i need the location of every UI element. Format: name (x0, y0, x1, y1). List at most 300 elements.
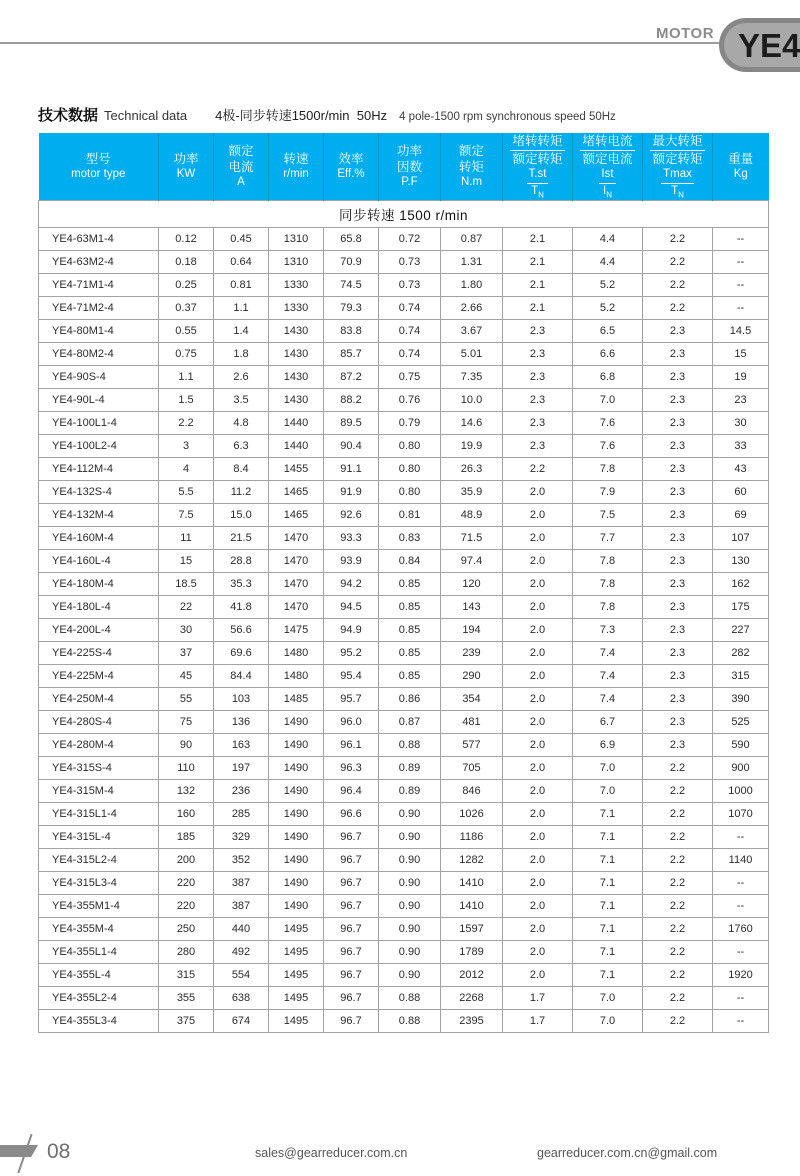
value-cell: 5.5 (159, 481, 214, 504)
technical-data-table (38, 133, 769, 1033)
value-cell: 87.2 (324, 366, 379, 389)
value-cell: 75 (159, 711, 214, 734)
value-cell: 1430 (269, 320, 324, 343)
value-cell: -- (713, 941, 769, 964)
value-cell: 88.2 (324, 389, 379, 412)
value-cell: 329 (214, 826, 269, 849)
value-cell: 1485 (269, 688, 324, 711)
value-cell: 0.90 (379, 941, 441, 964)
value-cell: 96.0 (324, 711, 379, 734)
value-cell: 7.0 (573, 987, 643, 1010)
value-cell: 95.4 (324, 665, 379, 688)
value-cell: 2.3 (643, 527, 713, 550)
value-cell: 0.81 (214, 274, 269, 297)
ye4-badge-label: YE4 (738, 26, 800, 64)
value-cell: 23 (713, 389, 769, 412)
table-row (39, 734, 769, 757)
table-header-row (39, 133, 769, 201)
value-cell: 96.4 (324, 780, 379, 803)
value-cell: 0.73 (379, 274, 441, 297)
value-cell: 1495 (269, 987, 324, 1010)
table-row (39, 688, 769, 711)
value-cell: 705 (441, 757, 503, 780)
value-cell: -- (713, 895, 769, 918)
value-cell: 2.0 (503, 895, 573, 918)
col-header-model: 型号 motor type (39, 133, 159, 201)
value-cell: 1490 (269, 803, 324, 826)
value-cell: 90.4 (324, 435, 379, 458)
value-cell: 0.72 (379, 228, 441, 251)
value-cell: 15.0 (214, 504, 269, 527)
value-cell: 15 (159, 550, 214, 573)
col-header-power-factor: 功率 因数 P.F (379, 133, 441, 201)
motor-type-cell: YE4-315M-4 (39, 780, 159, 803)
value-cell: 2.1 (503, 251, 573, 274)
value-cell: 2.0 (503, 826, 573, 849)
value-cell: -- (713, 826, 769, 849)
value-cell: 7.9 (573, 481, 643, 504)
value-cell: 69 (713, 504, 769, 527)
value-cell: 236 (214, 780, 269, 803)
value-cell: 2.1 (503, 297, 573, 320)
value-cell: 0.90 (379, 849, 441, 872)
motor-type-cell: YE4-280M-4 (39, 734, 159, 757)
value-cell: 1470 (269, 573, 324, 596)
value-cell: 7.4 (573, 642, 643, 665)
value-cell: 2.2 (159, 412, 214, 435)
value-cell: 227 (713, 619, 769, 642)
value-cell: 19.9 (441, 435, 503, 458)
value-cell: 1495 (269, 1010, 324, 1033)
page-number: 08 (47, 1140, 71, 1163)
value-cell: 143 (441, 596, 503, 619)
value-cell: 85.7 (324, 343, 379, 366)
value-cell: 7.1 (573, 872, 643, 895)
motor-type-cell: YE4-80M2-4 (39, 343, 159, 366)
motor-section-label: MOTOR (656, 25, 715, 42)
motor-type-cell: YE4-160L-4 (39, 550, 159, 573)
value-cell: 2.2 (643, 228, 713, 251)
value-cell: 2.2 (643, 849, 713, 872)
value-cell: 60 (713, 481, 769, 504)
value-cell: 1470 (269, 550, 324, 573)
table-row (39, 1010, 769, 1033)
value-cell: 375 (159, 1010, 214, 1033)
value-cell: 2.2 (643, 895, 713, 918)
motor-type-cell: YE4-90L-4 (39, 389, 159, 412)
value-cell: 92.6 (324, 504, 379, 527)
value-cell: 1490 (269, 757, 324, 780)
motor-type-cell: YE4-355L2-4 (39, 987, 159, 1010)
value-cell: 1495 (269, 918, 324, 941)
value-cell: 2.3 (643, 688, 713, 711)
value-cell: 1470 (269, 527, 324, 550)
table-row (39, 435, 769, 458)
value-cell: 2.0 (503, 688, 573, 711)
value-cell: 91.1 (324, 458, 379, 481)
value-cell: 1430 (269, 343, 324, 366)
table-row (39, 642, 769, 665)
value-cell: 1430 (269, 366, 324, 389)
value-cell: 1597 (441, 918, 503, 941)
value-cell: 96.7 (324, 872, 379, 895)
value-cell: 2.0 (503, 550, 573, 573)
value-cell: 7.3 (573, 619, 643, 642)
value-cell: 94.9 (324, 619, 379, 642)
motor-type-cell: YE4-355M1-4 (39, 895, 159, 918)
value-cell: 2.6 (214, 366, 269, 389)
motor-type-cell: YE4-100L1-4 (39, 412, 159, 435)
value-cell: 7.1 (573, 895, 643, 918)
value-cell: 3.5 (214, 389, 269, 412)
value-cell: 7.1 (573, 918, 643, 941)
value-cell: 6.9 (573, 734, 643, 757)
value-cell: 2.2 (503, 458, 573, 481)
value-cell: 1490 (269, 826, 324, 849)
title-spec-zh: 4极-同步转速1500r/min 50Hz (215, 108, 388, 123)
value-cell: 2.3 (643, 343, 713, 366)
value-cell: 492 (214, 941, 269, 964)
value-cell: 1.7 (503, 987, 573, 1010)
value-cell: 0.85 (379, 642, 441, 665)
motor-type-cell: YE4-315L3-4 (39, 872, 159, 895)
value-cell: 160 (159, 803, 214, 826)
value-cell: 194 (441, 619, 503, 642)
value-cell: 0.90 (379, 826, 441, 849)
col-header-locked-rotor-current-ratio: 堵转电流 额定电流 Ist $I_N$ (573, 133, 643, 201)
value-cell: 7.35 (441, 366, 503, 389)
value-cell: 93.9 (324, 550, 379, 573)
value-cell: 590 (713, 734, 769, 757)
value-cell: 0.74 (379, 343, 441, 366)
table-row (39, 803, 769, 826)
value-cell: 0.45 (214, 228, 269, 251)
value-cell: 674 (214, 1010, 269, 1033)
header-divider (0, 42, 721, 44)
value-cell: 1490 (269, 895, 324, 918)
value-cell: 8.4 (214, 458, 269, 481)
value-cell: 1186 (441, 826, 503, 849)
value-cell: 0.85 (379, 573, 441, 596)
value-cell: 6.6 (573, 343, 643, 366)
value-cell: 355 (159, 987, 214, 1010)
motor-type-cell: YE4-112M-4 (39, 458, 159, 481)
table-row (39, 550, 769, 573)
value-cell: 2.2 (643, 918, 713, 941)
motor-type-cell: YE4-355L3-4 (39, 1010, 159, 1033)
value-cell: 5.2 (573, 297, 643, 320)
table-row (39, 228, 769, 251)
value-cell: 2.2 (643, 803, 713, 826)
value-cell: 1495 (269, 941, 324, 964)
value-cell: 7.5 (573, 504, 643, 527)
value-cell: 7.6 (573, 435, 643, 458)
motor-type-cell: YE4-225S-4 (39, 642, 159, 665)
value-cell: 7.8 (573, 458, 643, 481)
table-row (39, 757, 769, 780)
value-cell: 1330 (269, 274, 324, 297)
value-cell: 1789 (441, 941, 503, 964)
value-cell: 96.7 (324, 826, 379, 849)
col-header-max-torque-ratio: 最大转矩 额定转矩 Tmax $T_N$ (643, 133, 713, 201)
value-cell: 2.0 (503, 711, 573, 734)
value-cell: 2268 (441, 987, 503, 1010)
value-cell: 0.87 (379, 711, 441, 734)
page-corner-mark (0, 1145, 38, 1157)
value-cell: 2.2 (643, 780, 713, 803)
value-cell: 2.2 (643, 757, 713, 780)
value-cell: 96.7 (324, 1010, 379, 1033)
motor-type-cell: YE4-180L-4 (39, 596, 159, 619)
value-cell: 1480 (269, 665, 324, 688)
value-cell: 95.2 (324, 642, 379, 665)
value-cell: 1430 (269, 389, 324, 412)
value-cell: 0.88 (379, 1010, 441, 1033)
value-cell: 96.7 (324, 895, 379, 918)
value-cell: 0.75 (159, 343, 214, 366)
value-cell: 1490 (269, 780, 324, 803)
value-cell: 15 (713, 343, 769, 366)
value-cell: 2.1 (503, 228, 573, 251)
value-cell: 0.83 (379, 527, 441, 550)
value-cell: 2.0 (503, 872, 573, 895)
value-cell: 2.0 (503, 481, 573, 504)
value-cell: 89.5 (324, 412, 379, 435)
value-cell: 2.0 (503, 849, 573, 872)
title-spec-en: 4 pole-1500 rpm synchronous speed 50Hz (399, 111, 616, 123)
value-cell: 30 (159, 619, 214, 642)
value-cell: 1490 (269, 849, 324, 872)
value-cell: 0.12 (159, 228, 214, 251)
value-cell: 7.4 (573, 665, 643, 688)
value-cell: 2.0 (503, 918, 573, 941)
value-cell: 2.0 (503, 504, 573, 527)
value-cell: 33 (713, 435, 769, 458)
motor-type-cell: YE4-200L-4 (39, 619, 159, 642)
value-cell: 2.3 (643, 504, 713, 527)
value-cell: 2.3 (643, 596, 713, 619)
value-cell: 0.88 (379, 734, 441, 757)
value-cell: -- (713, 228, 769, 251)
value-cell: 7.1 (573, 941, 643, 964)
value-cell: 110 (159, 757, 214, 780)
motor-type-cell: YE4-225M-4 (39, 665, 159, 688)
value-cell: 0.87 (441, 228, 503, 251)
value-cell: 84.4 (214, 665, 269, 688)
value-cell: 0.37 (159, 297, 214, 320)
group-header-row (39, 201, 769, 228)
value-cell: 220 (159, 895, 214, 918)
value-cell: 0.84 (379, 550, 441, 573)
table-row (39, 366, 769, 389)
value-cell: 11 (159, 527, 214, 550)
table-row (39, 711, 769, 734)
value-cell: 136 (214, 711, 269, 734)
value-cell: 1475 (269, 619, 324, 642)
value-cell: 1.5 (159, 389, 214, 412)
value-cell: 2.3 (643, 734, 713, 757)
value-cell: 96.1 (324, 734, 379, 757)
value-cell: 2.0 (503, 941, 573, 964)
value-cell: 7.0 (573, 757, 643, 780)
value-cell: 2.2 (643, 826, 713, 849)
value-cell: 1480 (269, 642, 324, 665)
value-cell: -- (713, 987, 769, 1010)
value-cell: 2.0 (503, 573, 573, 596)
col-header-rated-current: 额定 电流 A (214, 133, 269, 201)
value-cell: 2.2 (643, 872, 713, 895)
value-cell: 132 (159, 780, 214, 803)
value-cell: 1495 (269, 964, 324, 987)
value-cell: 0.89 (379, 780, 441, 803)
value-cell: 96.7 (324, 941, 379, 964)
value-cell: 4.4 (573, 251, 643, 274)
value-cell: 10.0 (441, 389, 503, 412)
col-header-rated-torque: 额定 转矩 N.m (441, 133, 503, 201)
value-cell: 1440 (269, 435, 324, 458)
value-cell: 1490 (269, 872, 324, 895)
value-cell: 163 (214, 734, 269, 757)
value-cell: 1070 (713, 803, 769, 826)
value-cell: 387 (214, 895, 269, 918)
table-row (39, 481, 769, 504)
value-cell: 96.3 (324, 757, 379, 780)
value-cell: 5.01 (441, 343, 503, 366)
motor-type-cell: YE4-315L1-4 (39, 803, 159, 826)
value-cell: 7.8 (573, 573, 643, 596)
table-row (39, 458, 769, 481)
motor-type-cell: YE4-71M1-4 (39, 274, 159, 297)
value-cell: 14.6 (441, 412, 503, 435)
value-cell: 94.5 (324, 596, 379, 619)
footer-email-sales: sales@gearreducer.com.cn (255, 1146, 408, 1160)
motor-type-cell: YE4-315L-4 (39, 826, 159, 849)
footer-email-gmail: gearreducer.com.cn@gmail.com (537, 1146, 718, 1160)
value-cell: 93.3 (324, 527, 379, 550)
value-cell: 0.88 (379, 987, 441, 1010)
value-cell: 91.9 (324, 481, 379, 504)
value-cell: 0.90 (379, 872, 441, 895)
value-cell: 1.80 (441, 274, 503, 297)
value-cell: 390 (713, 688, 769, 711)
value-cell: 2.3 (643, 458, 713, 481)
table-row (39, 596, 769, 619)
value-cell: 1.4 (214, 320, 269, 343)
value-cell: 1410 (441, 895, 503, 918)
value-cell: 2.2 (643, 1010, 713, 1033)
value-cell: 2.2 (643, 941, 713, 964)
value-cell: 2.3 (503, 412, 573, 435)
value-cell: 2.3 (643, 481, 713, 504)
table-row (39, 527, 769, 550)
value-cell: 220 (159, 872, 214, 895)
value-cell: 21.5 (214, 527, 269, 550)
value-cell: 1760 (713, 918, 769, 941)
value-cell: 1490 (269, 734, 324, 757)
value-cell: 352 (214, 849, 269, 872)
value-cell: 900 (713, 757, 769, 780)
motor-type-cell: YE4-80M1-4 (39, 320, 159, 343)
value-cell: 2.3 (643, 711, 713, 734)
value-cell: 162 (713, 573, 769, 596)
value-cell: 1282 (441, 849, 503, 872)
value-cell: 200 (159, 849, 214, 872)
motor-type-cell: YE4-355L1-4 (39, 941, 159, 964)
value-cell: 2.0 (503, 757, 573, 780)
value-cell: 1310 (269, 251, 324, 274)
value-cell: 41.8 (214, 596, 269, 619)
motor-type-cell: YE4-250M-4 (39, 688, 159, 711)
motor-type-cell: YE4-355M-4 (39, 918, 159, 941)
value-cell: 0.90 (379, 895, 441, 918)
table-row (39, 826, 769, 849)
value-cell: 1410 (441, 872, 503, 895)
value-cell: 2.2 (643, 964, 713, 987)
motor-type-cell: YE4-132S-4 (39, 481, 159, 504)
value-cell: 1920 (713, 964, 769, 987)
value-cell: 96.7 (324, 964, 379, 987)
value-cell: 70.9 (324, 251, 379, 274)
value-cell: 2.3 (503, 343, 573, 366)
group-header-cell: 同步转速 1500 r/min (39, 201, 769, 228)
value-cell: 0.90 (379, 803, 441, 826)
value-cell: 3.67 (441, 320, 503, 343)
value-cell: 846 (441, 780, 503, 803)
value-cell: 315 (159, 964, 214, 987)
table-row (39, 412, 769, 435)
value-cell: 554 (214, 964, 269, 987)
table-row (39, 619, 769, 642)
value-cell: 0.18 (159, 251, 214, 274)
value-cell: 120 (441, 573, 503, 596)
value-cell: 95.7 (324, 688, 379, 711)
value-cell: 0.80 (379, 435, 441, 458)
value-cell: 83.8 (324, 320, 379, 343)
value-cell: 354 (441, 688, 503, 711)
value-cell: 103 (214, 688, 269, 711)
value-cell: 4 (159, 458, 214, 481)
value-cell: 5.2 (573, 274, 643, 297)
value-cell: 3 (159, 435, 214, 458)
value-cell: 2.3 (643, 320, 713, 343)
motor-type-cell: YE4-180M-4 (39, 573, 159, 596)
value-cell: 175 (713, 596, 769, 619)
value-cell: 2.3 (643, 389, 713, 412)
value-cell: 96.7 (324, 987, 379, 1010)
value-cell: 130 (713, 550, 769, 573)
value-cell: 35.9 (441, 481, 503, 504)
value-cell: 28.8 (214, 550, 269, 573)
value-cell: 0.64 (214, 251, 269, 274)
value-cell: 19 (713, 366, 769, 389)
value-cell: 43 (713, 458, 769, 481)
value-cell: 0.74 (379, 320, 441, 343)
table-row (39, 872, 769, 895)
value-cell: 90 (159, 734, 214, 757)
value-cell: 4.8 (214, 412, 269, 435)
ye4-series-badge-inner (724, 23, 800, 67)
value-cell: 2.2 (643, 274, 713, 297)
value-cell: 7.6 (573, 412, 643, 435)
value-cell: 285 (214, 803, 269, 826)
value-cell: 2.0 (503, 596, 573, 619)
value-cell: 55 (159, 688, 214, 711)
value-cell: 2.1 (503, 274, 573, 297)
value-cell: 525 (713, 711, 769, 734)
value-cell: 7.1 (573, 803, 643, 826)
value-cell: 2.3 (643, 642, 713, 665)
value-cell: 74.5 (324, 274, 379, 297)
